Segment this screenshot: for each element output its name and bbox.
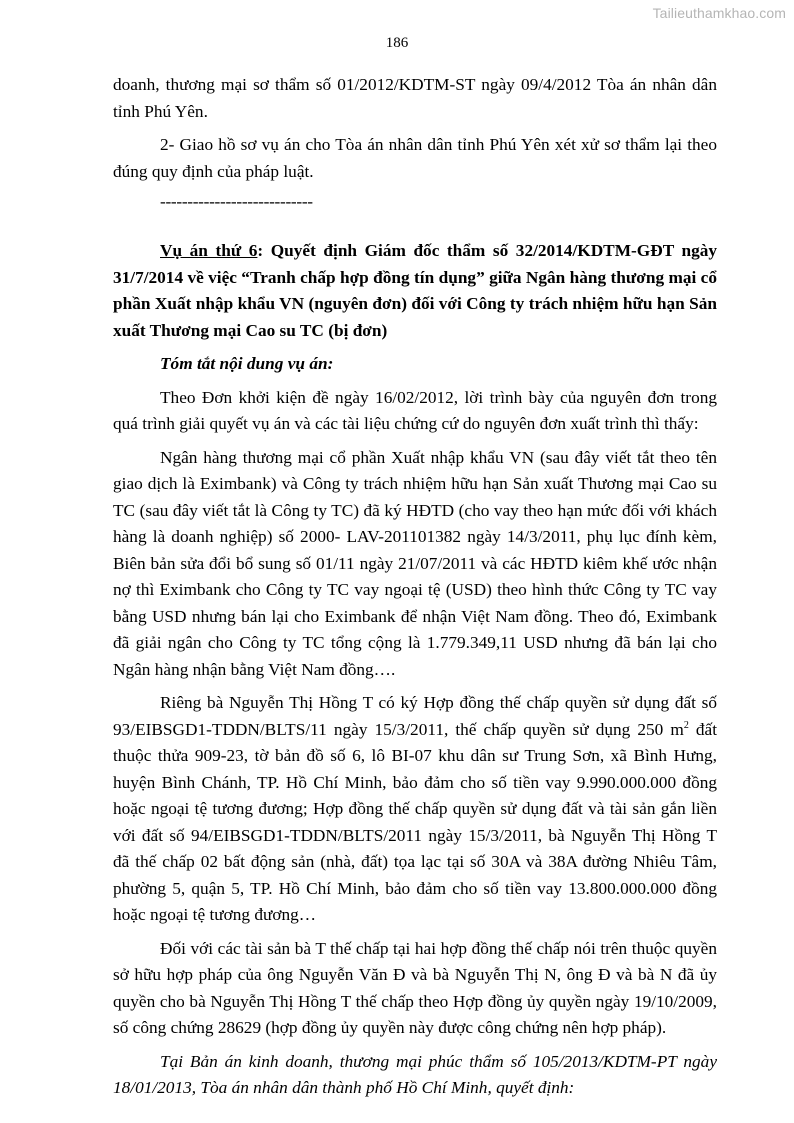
paragraph-appeal-judgment: Tại Bản án kinh doanh, thương mại phúc thẩm số 105/2013/KDTM-PT ngày 18/01/2013, Tòa án nhân dân thành phố Hồ Chí Minh, quyết định: bbox=[113, 1051, 717, 1097]
divider-line: ---------------------------- bbox=[160, 192, 313, 211]
paragraph-mortgage bbox=[113, 690, 717, 929]
case-heading bbox=[113, 238, 717, 344]
watermark: Tailieuthamkhao.com bbox=[652, 5, 786, 21]
paragraph-contract: Ngân hàng thương mại cổ phần Xuất nhập khẩu VN (sau đây viết tắt theo tên giao dịch là Eximbank) và Công ty trách nhiệm hữu hạn Sản xuất Thương mại Cao su TC (sau đây viết tắt là Công ty TC) đã ký HĐTD (cho vay theo hạn mức đối với khách hàng là doanh nghiệp) số 2000- LAV-201101382 ngày 14/3/2011, phụ lục đính kèm, Biên bản sửa đổi bổ sung số 01/11 ngày 21/07/2011 và các HĐTD kiêm khế ước nhận nợ thì Eximbank cho Công ty TC vay ngoại tệ (USD) theo hình thức Công ty TC vay bằng USD nhưng bán lại cho Eximbank để nhận Việt Nam đồng. Theo đó, Eximbank đã giải ngân cho Công ty TC tổng cộng là 1.779.349,11 USD nhưng đã bán lại cho Ngân hàng nhận bằng Việt Nam đồng…. bbox=[113, 447, 717, 679]
paragraph-claim: Theo Đơn khởi kiện đề ngày 16/02/2012, lời trình bày của nguyên đơn trong quá trình giải quyết vụ án và các tài liệu chứng cứ do nguyên đơn xuất trình thì thấy: bbox=[113, 387, 717, 433]
mortgage-text-a: Riêng bà Nguyễn Thị Hồng T có ký Hợp đồng thế chấp quyền sử dụng đất số 93/EIBSGD1-TDDN/BLTS/11 ngày 15/3/2011, thế chấp quyền sử dụng 250 m bbox=[113, 693, 717, 739]
case-label: Vụ án thứ 6 bbox=[160, 241, 258, 260]
paragraph-item-2: 2- Giao hồ sơ vụ án cho Tòa án nhân dân tỉnh Phú Yên xét xử sơ thẩm lại theo đúng quy định của pháp luật. bbox=[113, 135, 717, 181]
page-number: 186 bbox=[385, 35, 409, 51]
paragraph-continuation: doanh, thương mại sơ thẩm số 01/2012/KDTM-ST ngày 09/4/2012 Tòa án nhân dân tỉnh Phú Yên. bbox=[113, 75, 717, 121]
case-colon: : bbox=[257, 241, 264, 260]
mortgage-text-b: đất thuộc thửa 909-23, tờ bản đồ số 6, lô BI-07 khu dân sư Trung Sơn, xã Bình Hưng, huyện Bình Chánh, TP. Hồ Chí Minh, bảo đảm cho số tiền vay 9.990.000.000 đồng hoặc ngoại tệ tương đương; Hợp đồng thế chấp quyền sử dụng đất và tài sản gắn liền với đất số 94/EIBSGD1-TDDN/BLTS/2011 ngày 15/3/2011, bà Nguyễn Thị Hồng T đã thế chấp 02 bất động sản (nhà, đất) tọa lạc tại số 30A và 38A đường Nhiêu Tâm, phường 5, quận 5, TP. Hồ Chí Minh, bảo đảm cho số tiền vay 13.800.000.000 đồng hoặc ngoại tệ tương đương… bbox=[113, 719, 717, 924]
paragraph-ownership: Đối với các tài sản bà T thế chấp tại hai hợp đồng thế chấp nói trên thuộc quyền sở hữu hợp pháp của ông Nguyễn Văn Đ và bà Nguyễn Thị N, ông Đ và bà N đã ủy quyền cho bà Nguyễn Thị Hồng T thế chấp theo Hợp đồng ủy quyền ngày 19/10/2009, số công chứng 28629 (hợp đồng ủy quyền này được công chứng nên hợp pháp). bbox=[113, 938, 717, 1037]
document-body bbox=[113, 72, 717, 1109]
superscript-2: 2 bbox=[683, 719, 689, 731]
summary-heading: Tóm tắt nội dung vụ án: bbox=[160, 354, 334, 373]
case-title: Quyết định Giám đốc thẩm số 32/2014/KDTM-GĐT ngày 31/7/2014 về việc “Tranh chấp hợp đồng tín dụng” giữa Ngân hàng thương mại cổ phần Xuất nhập khẩu VN (nguyên đơn) đối với Công ty trách nhiệm hữu hạn Sản xuất Thương mại Cao su TC (bị đơn) bbox=[113, 241, 717, 340]
